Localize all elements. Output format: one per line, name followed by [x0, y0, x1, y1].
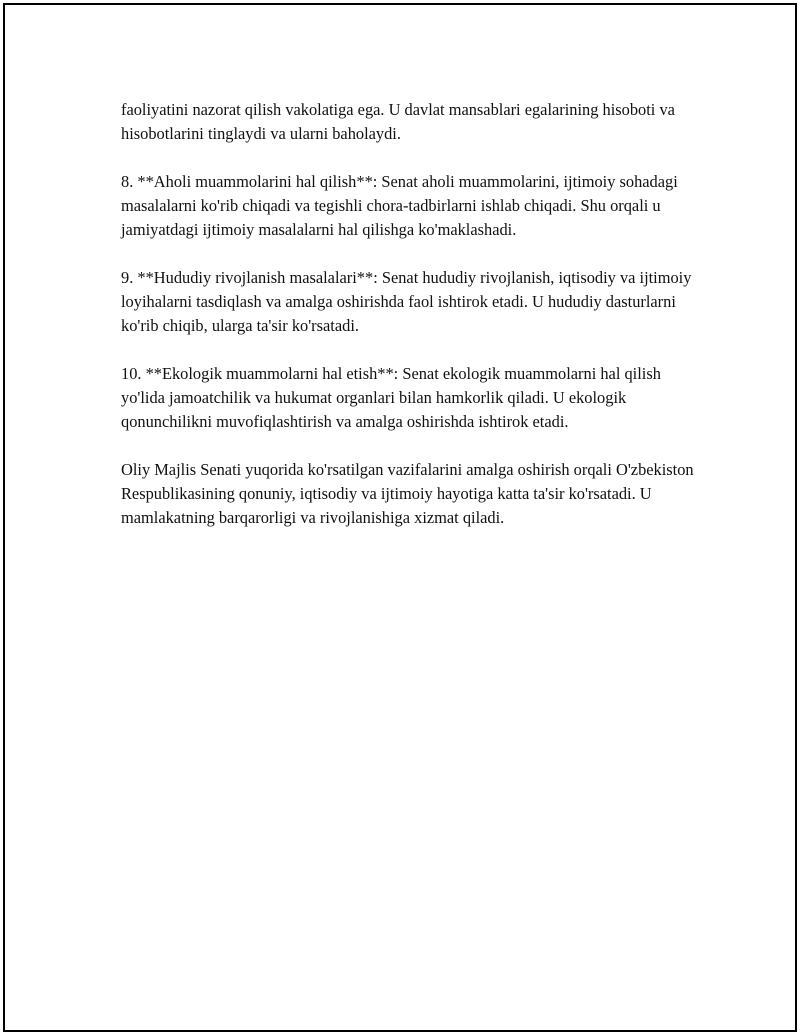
paragraph-item-10: 10. **Ekologik muammolarni hal etish**: Senat ekologik muammolarni hal qilish yo'lida jamoatchilik va hukumat organlari bilan hamkorlik qiladi. U ekologik qonunchilikni muvofiqlashtirish va amalga oshirishda ishtirok etadi.	[121, 364, 661, 431]
paragraph-item-9: 9. **Hududiy rivojlanish masalalari**: Senat hududiy rivojlanish, iqtisodiy va ijtimoiy loyihalarni tasdiqlash va amalga oshirishda faol ishtirok etadi. U hududiy dasturlarni ko'rib chiqib, ularga ta'sir ko'rsatadi.	[121, 268, 692, 335]
document-page	[3, 3, 797, 1032]
document-body	[121, 98, 701, 554]
paragraph-conclusion: Oliy Majlis Senati yuqorida ko'rsatilgan vazifalarini amalga oshirish orqali O'zbekiston Respublikasining qonuniy, iqtisodiy va ijtimoiy hayotiga katta ta'sir ko'rsatadi. U mamlakatning barqarorligi va rivojlanishiga xizmat qiladi.	[121, 460, 694, 527]
paragraph-continuation: faoliyatini nazorat qilish vakolatiga ega. U davlat mansablari egalarining hisoboti va hisobotlarini tinglaydi va ularni baholaydi.	[121, 100, 675, 143]
paragraph-item-8: 8. **Aholi muammolarini hal qilish**: Senat aholi muammolarini, ijtimoiy sohadagi masalalarni ko'rib chiqadi va tegishli chora-tadbirlarni ishlab chiqadi. Shu orqali u jamiyatdagi ijtimoiy masalalarni hal qilishga ko'maklashadi.	[121, 172, 678, 239]
